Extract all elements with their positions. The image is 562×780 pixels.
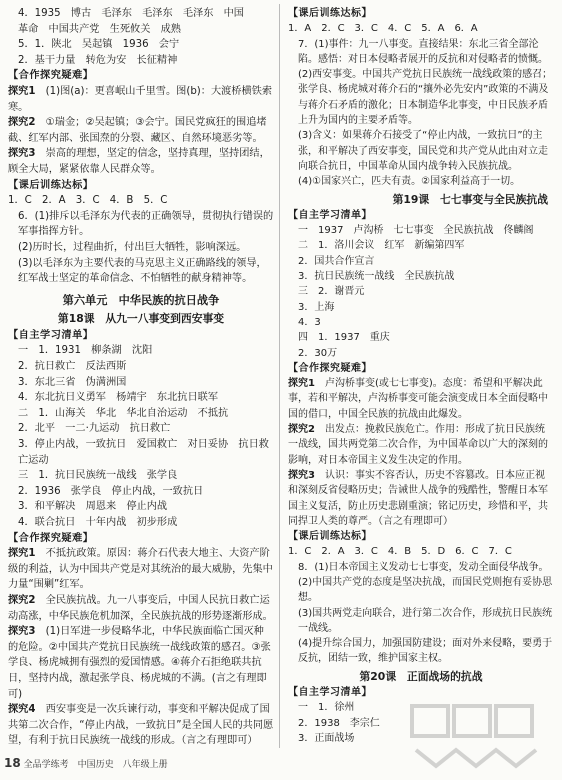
answer-line: 一 1．1931 柳条湖 沈阳 [18,345,153,357]
answer-line: 1．C 2．A 3．C 4．B 5．D 6．C 7．C [288,546,512,558]
inquiry-label: 探究3 [8,148,36,160]
answer-line: 2．1938 李宗仁 [298,717,380,729]
answer-line: 3．上海 [298,301,335,313]
right-column [288,6,554,746]
section-heading: 【自主学习清单】 [288,687,372,699]
answer-line: 一 1．徐州 [298,702,355,714]
inquiry-label: 探究2 [8,594,36,606]
answer-line: 2．北平 一二·九运动 抗日救亡 [18,423,171,435]
answer-line: 5．1．陕北 吴起镇 1936 会宁 [18,39,180,51]
inquiry-label: 探究1 [288,378,315,390]
section-heading: 【合作探究疑难】 [8,532,94,544]
inquiry-answer: 探究3 认识：事实不容否认，历史不容篡改。日本应正视和深刻反省侵略历史；告诫世人战争的残酷性，警醒日本军国主义复活，防止历史悲剧重演；铭记历史，珍惜和平，共同捍卫人类的尊严。（言之有理即可） [288,469,548,527]
inquiry-label: 探究1 [8,85,36,97]
inquiry-answer: 探究2 ①瑞金；②吴起镇；③会宁。国民党疯狂的围追堵截、红军内部、张国焘的分裂、藏区、自然环境恶劣等。 [8,117,267,144]
inquiry-label: 探究3 [288,469,315,481]
book-title: 全品学练考 中国历史 八年级上册 [23,760,168,770]
answer-line: 4．1935 博古 毛泽东 毛泽东 毛泽东 中国 [18,8,244,19]
section-heading: 【自主学习清单】 [8,329,94,341]
section-heading: 【课后训练达标】 [288,531,372,543]
column-divider [279,4,280,748]
lesson-title: 第20课 正面战场的抗战 [359,669,483,683]
answer-line: 3．东北三省 伪满洲国 [18,376,127,388]
answer-line: 3．正面战场 [298,732,355,744]
answer-line: 革命 中国共产党 生死攸关 成熟 [18,23,181,35]
section-heading: 【课后训练达标】 [8,179,94,191]
answer-paragraph: (2)历时长，过程曲折，付出巨大牺牲，影响深远。 [18,241,247,253]
inquiry-answer: 探究4 西安事变是一次兵谏行动，事变和平解决促成了国共第二次合作，“停止内战，一致抗日”是全国人民的共同愿望，有利于抗日民族统一战线的形成。（言之有理即可） [8,704,274,747]
answer-line: 1．A 2．C 3．C 4．C 5．A 6．A [288,23,478,35]
answer-paragraph: (3)国共两党走向联合，进行第二次合作，形成抗日民族统一战线。 [298,607,553,634]
section-heading: 【课后训练达标】 [288,8,372,19]
inquiry-label: 探究2 [288,424,315,436]
page-footer [4,756,168,770]
answer-line: 4．东北抗日义勇军 杨靖宇 东北抗日联军 [18,392,219,404]
answer-paragraph: 7．(1)事件：九一八事变。直接结果：东北三省全部沦陷。感悟：对日本侵略者展开的反抗和对侵略者的愤慨。 [298,38,548,65]
inquiry-label: 探究1 [8,548,36,560]
answer-line: 二 1．山海关 华北 华北自治运动 不抵抗 [18,407,229,419]
answer-line: 三 2．谢晋元 [298,286,365,298]
inquiry-label: 探究4 [8,704,36,716]
section-heading: 【自主学习清单】 [288,209,372,221]
inquiry-label: 探究2 [8,117,36,129]
answer-line: 1．C 2．A 3．C 4．B 5．C [8,195,168,207]
inquiry-answer: 探究1 卢沟桥事变(或七七事变)。态度：希望和平解决此事，若和平解决，卢沟桥事变可能会演变成日本全面侵略中国的借口，中国全民族的抗战由此爆发。 [288,378,548,420]
answer-paragraph: (4)提升综合国力，加强国防建设；面对外来侵略，要勇于反抗，团结一致，维护国家主权。 [298,638,553,665]
answer-line: 3．和平解决 周恩来 停止内战 [18,501,168,513]
answer-paragraph: (4)①国家兴亡，匹夫有责。②国家利益高于一切。 [298,176,521,188]
answer-line: 2．国共合作宣言 [298,255,375,267]
section-heading: 【合作探究疑难】 [288,362,372,374]
answer-line: 2．1936 张学良 停止内战，一致抗日 [18,485,204,497]
inquiry-answer: 探究3 崇高的理想，坚定的信念，坚持真理，坚持团结，顾全大局，紧紧依靠人民群众等。 [8,148,270,175]
answer-paragraph: 8．(1)日本帝国主义发动七七事变，发动全面侵华战争。 [298,561,549,573]
inquiry-answer: 探究1 (1)图(a)：更喜岷山千里雪。图(b)：大渡桥横铁索寒。 [8,85,273,113]
answer-line: 3．抗日民族统一战线 全民族抗战 [298,271,455,283]
answer-line: 4．3 [298,316,321,328]
answer-paragraph: 6．(1)排斥以毛泽东为代表的正确领导，贯彻执行错误的军事指挥方针。 [18,210,274,238]
answer-line: 二 1．洛川会议 红军 新编第四军 [298,240,465,252]
section-heading: 【合作探究疑难】 [8,70,94,82]
inquiry-answer: 探究3 (1)日军进一步侵略华北，中华民族面临亡国灭种的危险。②中国共产党抗日民族统一战线政策的感召。③张学良、杨虎城拥有强烈的爱国情感。④蒋介石拒绝联共抗日，坚持内战，激起张学良、杨虎城的不满。(言之有理即可) [8,626,271,700]
answer-line: 四 1．1937 重庆 [298,332,390,344]
answer-paragraph: 3．停止内战，一致抗日 爱国救亡 对日妥协 抗日救亡运动 [18,439,269,466]
inquiry-label: 探究3 [8,626,36,638]
left-column [8,6,274,749]
answer-paragraph: (3)含义：如果蒋介石接受了“停止内战，一致抗日”的主张，和平解决了西安事变，国民党和共产党从此由对立走向联合抗日，中国革命从国内战争转入民族抗战。 [298,130,548,172]
answer-paragraph: (3)以毛泽东为主要代表的马克思主义正确路线的领导，红军战士坚定的革命信念、不怕牺牲的献身精神等。 [18,257,267,285]
inquiry-answer: 探究1 不抵抗政策。原因：蒋介石代表大地主、大资产阶级的利益，认为中国共产党是对其统治的最大威胁，先集中力量“围剿”红军。 [8,548,273,591]
inquiry-answer: 探究2 出发点：挽救民族危亡。作用：形成了抗日民族统一战线，国共两党第二次合作，为中国革命以广大的深刻的影响，对日本帝国主义发生决定的作用。 [288,424,548,466]
watermark-icon [406,700,556,774]
answer-line: 2．30万 [298,347,338,359]
inquiry-answer: 探究2 全民族抗战。九一八事变后，中国人民抗日救亡运动高涨，中华民族危机加深，全民族抗战的形势逐渐形成。 [8,594,273,622]
lesson-title: 第19课 七七事变与全民族抗战 [392,192,548,206]
page-number: 18 [4,756,21,770]
answer-line: 4．联合抗日 十年内战 初步形成 [18,517,178,528]
answer-line: 2．抗日救亡 反法西斯 [18,361,127,373]
lesson-title: 第18课 从九一八事变到西安事变 [57,312,225,326]
answer-line: 一 1937 卢沟桥 七七事变 全民族抗战 佟麟阁 [298,225,534,237]
answer-paragraph: (2)中国共产党的态度是坚决抗战，而国民党则抱有妥协思想。 [298,576,553,604]
answer-line: 三 1．抗日民族统一战线 张学良 [18,470,178,482]
unit-title: 第六单元 中华民族的抗日战争 [62,293,220,307]
answer-line: 2．基干力量 转危为安 长征精神 [18,54,178,66]
answer-paragraph: (2)西安事变。中国共产党抗日民族统一战线政策的感召；张学良、杨虎城对蒋介石的“攘外必先安内”政策的不满及与蒋介石矛盾的激化；日本制造华北事变，中日民族矛盾上升为国内的主要矛盾等。 [298,69,553,127]
